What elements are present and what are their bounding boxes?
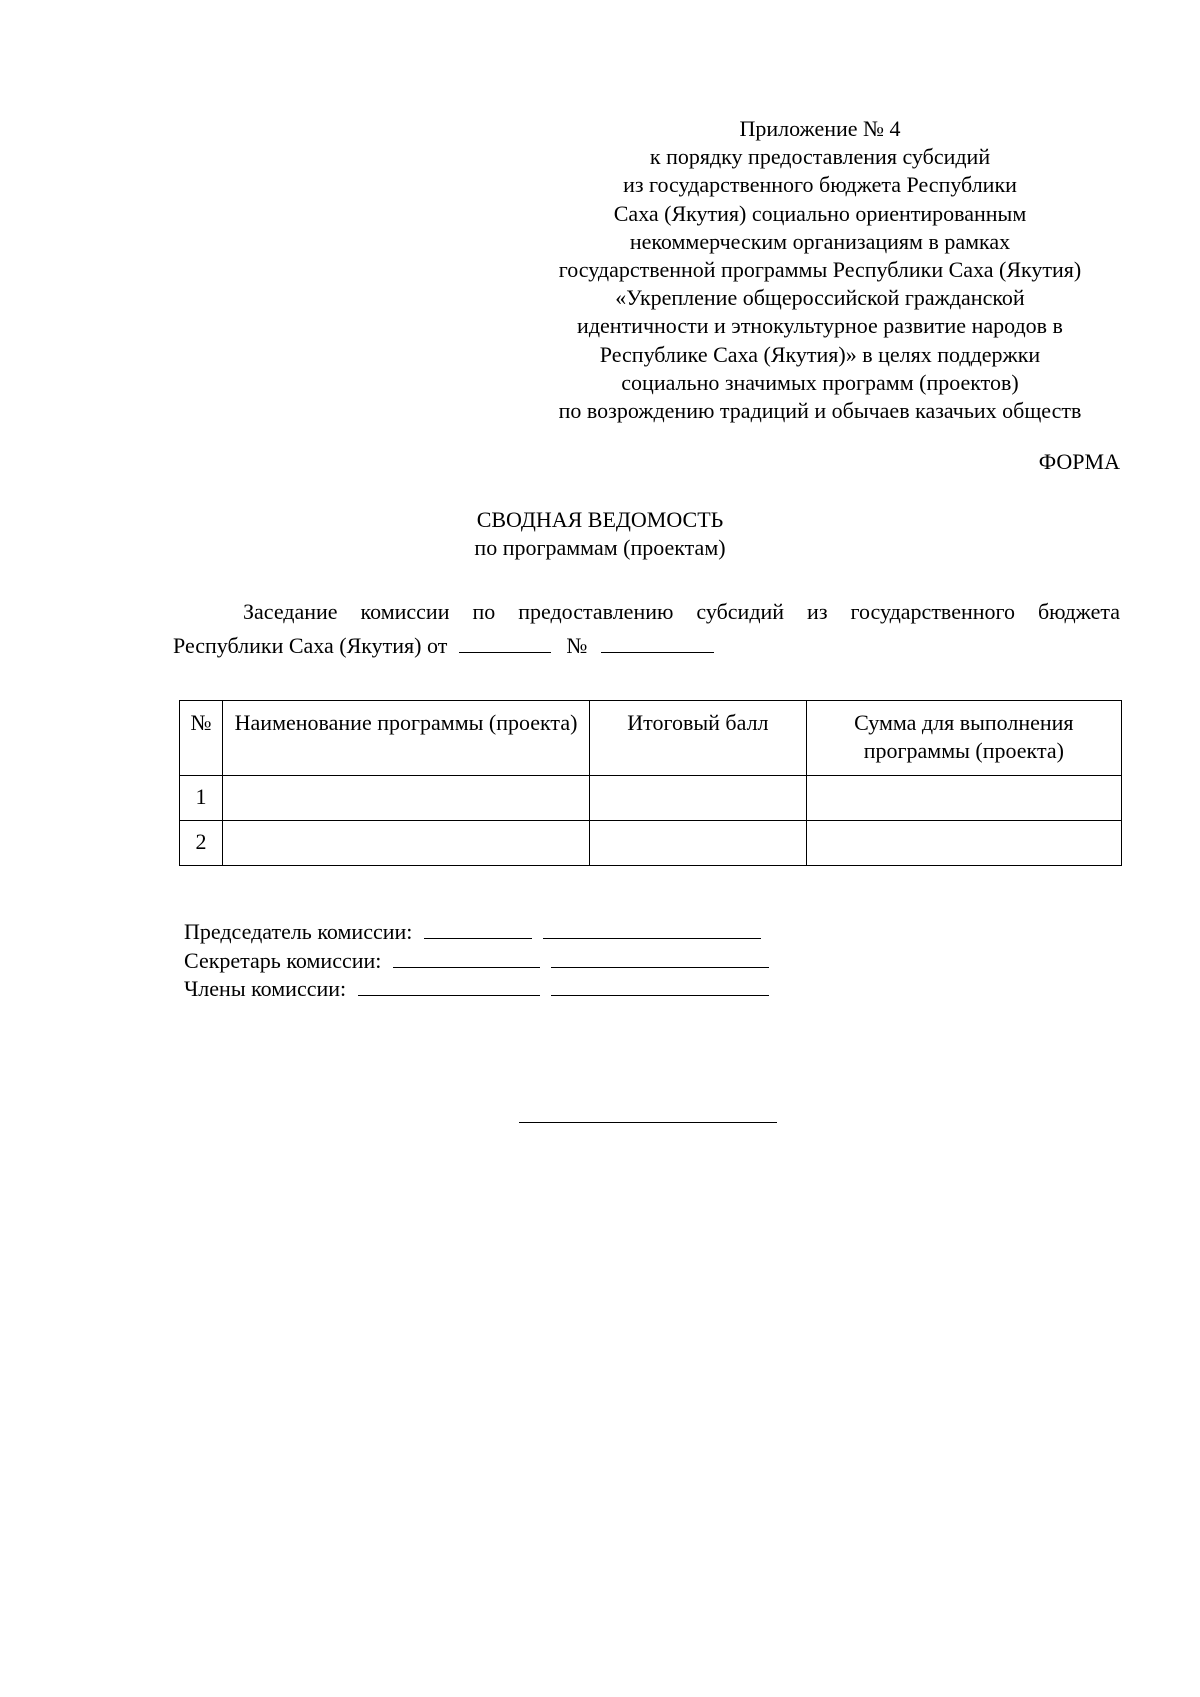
cell-amount[interactable] [806, 776, 1121, 821]
appendix-line: социально значимых программ (проектов) [621, 369, 1019, 395]
appendix-header [520, 115, 1120, 425]
meeting-number-blank[interactable] [601, 632, 714, 653]
chairman-label: Председатель комиссии: [184, 919, 413, 944]
signature-members [184, 975, 769, 1004]
chairman-signature-blank[interactable] [424, 920, 532, 939]
appendix-line: по возрождению традиций и обычаев казачьих обществ [558, 398, 1082, 424]
signature-chairman [184, 918, 769, 947]
end-divider-line [519, 1122, 777, 1123]
header-amount: Сумма для выполнения программы (проекта) [806, 701, 1121, 776]
meeting-paragraph [173, 595, 1120, 663]
signatures-block [184, 918, 769, 1004]
members-label: Члены комиссии: [184, 976, 347, 1001]
table-row [180, 821, 1122, 866]
appendix-line: к порядку предоставления субсидий [649, 144, 991, 170]
header-total-score: Итоговый балл [590, 701, 807, 776]
form-label: ФОРМА [1038, 449, 1120, 474]
appendix-line: «Укрепление общероссийской гражданской [615, 285, 1025, 311]
appendix-line: из государственного бюджета Республики [623, 172, 1017, 198]
meeting-date-blank[interactable] [459, 632, 551, 653]
members-signature-blank[interactable] [358, 977, 540, 996]
row-number: 2 [180, 821, 223, 866]
cell-program-name[interactable] [222, 821, 589, 866]
meeting-line-2 [173, 629, 1120, 663]
appendix-line: государственной программы Республики Саха (Якутия) [558, 257, 1082, 283]
appendix-line: идентичности и этнокультурное развитие народов в [577, 313, 1063, 339]
appendix-line: Приложение № 4 [739, 116, 901, 141]
appendix-line: некоммерческим организациям в рамках [629, 228, 1011, 254]
secretary-label: Секретарь комиссии: [184, 947, 382, 973]
row-number: 1 [180, 776, 223, 821]
header-number: № [180, 701, 223, 776]
cell-total-score[interactable] [590, 776, 807, 821]
cell-amount[interactable] [806, 821, 1121, 866]
secretary-signature-blank[interactable] [393, 949, 540, 968]
appendix-line: Саха (Якутия) социально ориентированным [613, 200, 1027, 226]
header-program-name: Наименование программы (проекта) [222, 701, 589, 776]
table-row [180, 776, 1122, 821]
summary-table [179, 700, 1122, 866]
signature-secretary [184, 947, 769, 976]
number-sign: № [566, 633, 588, 658]
appendix-line: Республике Саха (Якутия)» в целях поддержки [599, 341, 1041, 367]
meeting-line-1: Заседание комиссии по предоставлению субсидий из государственного бюджета [243, 599, 1120, 624]
secretary-name-blank[interactable] [551, 949, 769, 968]
document-subtitle: по программам (проектам) [474, 535, 726, 560]
chairman-name-blank[interactable] [543, 920, 761, 939]
cell-total-score[interactable] [590, 821, 807, 866]
document-title: СВОДНАЯ ВЕДОМОСТЬ [476, 507, 724, 532]
cell-program-name[interactable] [222, 776, 589, 821]
meeting-line-2-prefix: Республики Саха (Якутия) от [173, 633, 448, 658]
members-name-blank[interactable] [551, 977, 769, 996]
table-header-row [180, 701, 1122, 776]
